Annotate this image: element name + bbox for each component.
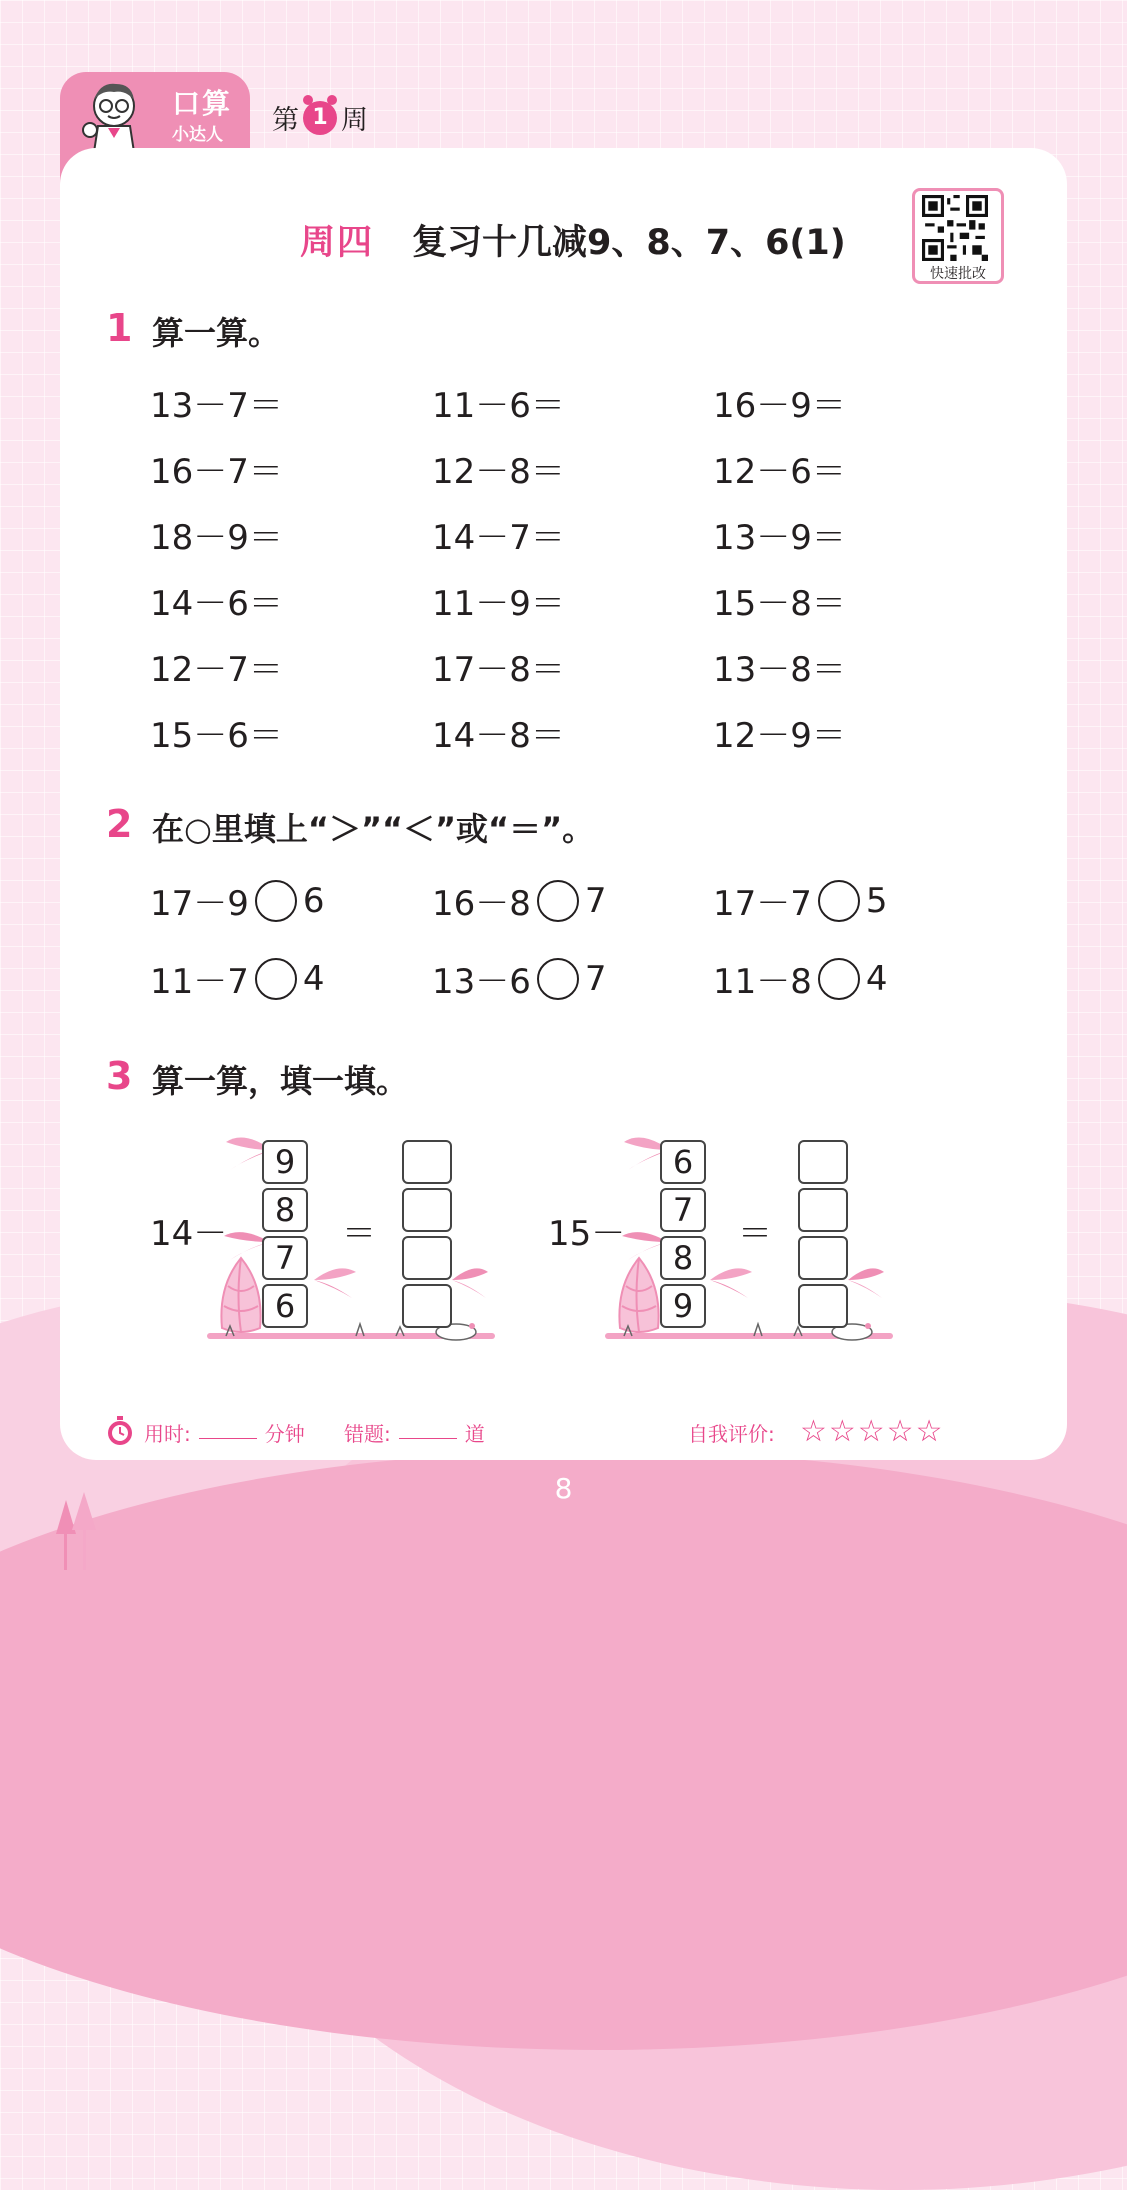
bamboo-segment: 8 xyxy=(660,1236,706,1280)
comparison-left: 16－8 xyxy=(432,884,531,924)
rating-stars[interactable]: ☆☆☆☆☆ xyxy=(800,1414,945,1449)
equation: 12－7＝ xyxy=(150,650,283,690)
answer-circle[interactable] xyxy=(818,880,860,922)
bamboo-segment: 7 xyxy=(262,1236,308,1280)
bamboo-segment: 9 xyxy=(262,1140,308,1184)
stopwatch-icon xyxy=(106,1416,134,1446)
equation: 12－6＝ xyxy=(713,452,846,492)
week-indicator xyxy=(272,98,368,137)
cartoon-boy-icon xyxy=(78,78,148,152)
time-used xyxy=(144,1418,305,1447)
equals-sign: ＝ xyxy=(738,1214,772,1254)
equation: 17－8＝ xyxy=(432,650,565,690)
week-prefix: 第 xyxy=(272,105,299,136)
answer-circle[interactable] xyxy=(537,880,579,922)
badge-subtitle: 小达人 xyxy=(172,125,223,145)
equation: 15－8＝ xyxy=(713,584,846,624)
week-suffix: 周 xyxy=(341,105,368,136)
comparison-right: 4 xyxy=(865,958,888,999)
equation: 12－9＝ xyxy=(713,716,846,756)
equation: 12－8＝ xyxy=(432,452,565,492)
qr-code-icon xyxy=(922,195,988,261)
comparison-left: 13－6 xyxy=(432,962,531,1002)
answer-box[interactable] xyxy=(798,1284,848,1328)
equation: 14－7＝ xyxy=(432,518,565,558)
comparison-left: 11－7 xyxy=(150,962,249,1002)
section-number: 2 xyxy=(106,802,133,846)
comparison-left: 17－7 xyxy=(713,884,812,924)
bamboo-leaf-icon xyxy=(450,1262,490,1298)
comparison-right: 5 xyxy=(865,880,888,921)
equation: 14－6＝ xyxy=(150,584,283,624)
section-number: 1 xyxy=(106,306,133,350)
answer-circle[interactable] xyxy=(255,880,297,922)
qr-label: 快速批改 xyxy=(930,266,986,282)
answer-box[interactable] xyxy=(402,1188,452,1232)
time-blank[interactable] xyxy=(199,1438,257,1439)
equation: 16－9＝ xyxy=(713,386,846,426)
comparison xyxy=(432,954,607,1003)
comparison xyxy=(150,954,325,1003)
grass-icon xyxy=(604,1318,894,1342)
equation: 16－7＝ xyxy=(150,452,283,492)
bamboo-leaf-icon xyxy=(312,1262,358,1298)
comparison-right: 4 xyxy=(302,958,325,999)
comparison xyxy=(713,876,888,925)
equation: 11－6＝ xyxy=(432,386,565,426)
self-eval-label: 自我评价: xyxy=(688,1422,775,1446)
answer-circle[interactable] xyxy=(818,958,860,1000)
answer-box[interactable] xyxy=(798,1236,848,1280)
comparison-right: 7 xyxy=(584,880,607,921)
bamboo-leaf-icon xyxy=(708,1262,754,1298)
time-unit: 分钟 xyxy=(264,1422,305,1446)
page-title xyxy=(300,215,846,265)
equation: 13－7＝ xyxy=(150,386,283,426)
bamboo-segment: 7 xyxy=(660,1188,706,1232)
week-number: 1 xyxy=(303,101,337,135)
section-heading: 算一算。 xyxy=(152,314,281,352)
answer-box[interactable] xyxy=(402,1284,452,1328)
equation: 14－8＝ xyxy=(432,716,565,756)
comparison-right: 7 xyxy=(584,958,607,999)
puzzle-prefix: 15－ xyxy=(548,1214,626,1254)
page-number: 8 xyxy=(554,1472,573,1505)
equation: 18－9＝ xyxy=(150,518,283,558)
qr-code[interactable] xyxy=(912,188,1004,284)
comparison-right: 6 xyxy=(302,880,325,921)
section-heading: 算一算，填一填。 xyxy=(152,1062,409,1100)
comparison-left: 11－8 xyxy=(713,962,812,1002)
answer-box[interactable] xyxy=(798,1188,848,1232)
badge-title: 口算 xyxy=(172,87,233,120)
answer-box[interactable] xyxy=(798,1140,848,1184)
section-heading: 在○里填上“＞”“＜”或“＝”。 xyxy=(152,810,595,848)
errors-label: 错题: xyxy=(344,1422,391,1446)
equation: 13－8＝ xyxy=(713,650,846,690)
grass-icon xyxy=(206,1318,496,1342)
equation: 15－6＝ xyxy=(150,716,283,756)
section-number: 3 xyxy=(106,1054,133,1098)
errors-unit: 道 xyxy=(464,1422,485,1446)
title-text: 复习十几减9、8、7、6(1) xyxy=(412,223,846,263)
background-hill xyxy=(0,1450,1127,2050)
comparison xyxy=(713,954,888,1003)
comparison xyxy=(150,876,325,925)
answer-box[interactable] xyxy=(402,1140,452,1184)
equation: 13－9＝ xyxy=(713,518,846,558)
equation: 11－9＝ xyxy=(432,584,565,624)
answer-circle[interactable] xyxy=(537,958,579,1000)
puzzle-prefix: 14－ xyxy=(150,1214,228,1254)
bamboo-segment: 6 xyxy=(262,1284,308,1328)
comparison-left: 17－9 xyxy=(150,884,249,924)
errors-count xyxy=(344,1418,485,1447)
time-label: 用时: xyxy=(144,1422,191,1446)
equals-sign: ＝ xyxy=(342,1214,376,1254)
bamboo-segment: 9 xyxy=(660,1284,706,1328)
answer-box[interactable] xyxy=(402,1236,452,1280)
bamboo-segment: 6 xyxy=(660,1140,706,1184)
bamboo-leaf-icon xyxy=(846,1262,886,1298)
title-day: 周四 xyxy=(300,223,375,263)
comparison xyxy=(432,876,607,925)
errors-blank[interactable] xyxy=(399,1438,457,1439)
bamboo-segment: 8 xyxy=(262,1188,308,1232)
answer-circle[interactable] xyxy=(255,958,297,1000)
